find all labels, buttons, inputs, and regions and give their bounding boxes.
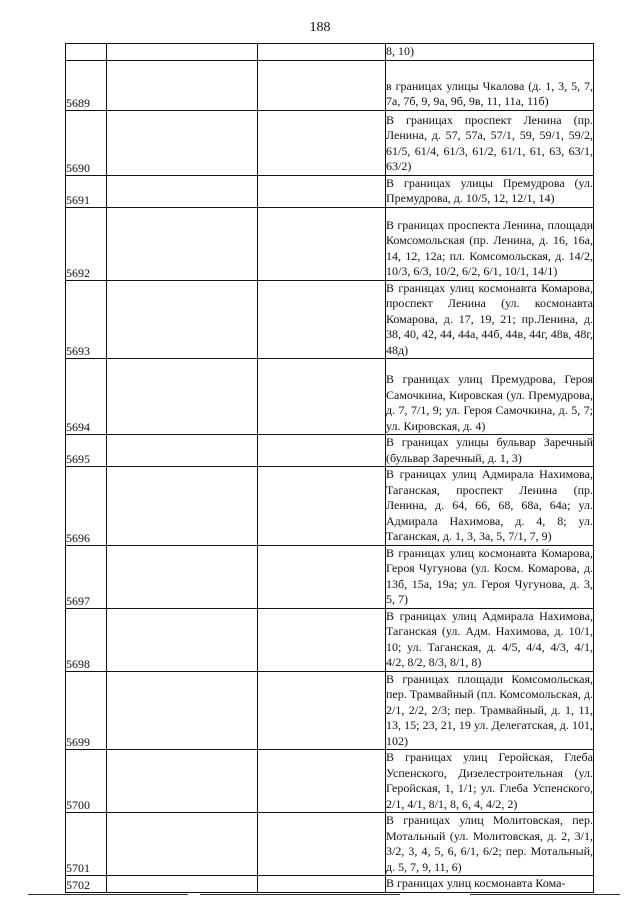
empty-cell — [107, 207, 258, 280]
empty-cell — [258, 207, 386, 280]
row-number: 5699 — [66, 671, 107, 750]
row-number: 5691 — [66, 175, 107, 207]
table-row — [66, 750, 594, 813]
row-number: 5695 — [66, 435, 107, 467]
table-row — [66, 359, 594, 435]
table-row — [66, 207, 594, 280]
table-row — [66, 876, 594, 893]
row-description: В границах улицы Премудрова (ул. Премудрова, д. 10/5, 12, 12/1, 14) — [386, 175, 593, 205]
row-description: В границах проспекта Ленина, площади Комсомольская (пр. Ленина, д. 16, 16а, 14, 12, 12а; пл. Комсомольская, д. 14/2, 10/3, 6/3, 10/2, 6/2, 6/1, 10/1, 14/1) — [386, 207, 594, 280]
empty-cell — [258, 435, 386, 467]
empty-cell — [258, 175, 386, 207]
empty-cell — [258, 545, 386, 608]
table-row — [66, 467, 594, 546]
empty-cell — [107, 876, 258, 893]
row-description: 8, 10) — [386, 44, 594, 61]
row-description: В границах улиц Геройская, Глеба Успенского, Дизелестроительная (ул. Геройская, 1, 1/1; ул. Глеба Успенского, 2/1, 4/1, 8/1, 8, 6, 4, 4/2, 2) — [386, 750, 593, 811]
row-number: 5693 — [66, 280, 107, 359]
empty-cell — [107, 467, 258, 546]
table-row — [66, 608, 594, 671]
empty-cell — [107, 435, 258, 467]
empty-cell — [258, 467, 386, 546]
row-description: В границах улиц Адмирала Нахимова, Таганская (ул. Адм. Нахимова, д. 10/1, 10; ул. Таганская, д. 4/5, 4/4, 4/3, 4/1, 4/2, 8/2, 8/3, 8/1, 8) — [386, 608, 593, 669]
empty-cell — [107, 813, 258, 876]
row-description: В границах площади Комсомольская, пер. Трамвайный (пл. Комсомольская, д. 2/1, 2/2, 2/3; пер. Трамвайный, д. 1, 11, 13, 15; 23, 21, 19 ул. Делегатская, д. 101, 102) — [386, 671, 593, 748]
footer-rule-middle — [200, 894, 400, 895]
empty-cell — [107, 280, 258, 359]
row-number: 5698 — [66, 608, 107, 671]
addresses-table — [65, 43, 594, 893]
empty-cell — [258, 110, 386, 175]
table-row — [66, 175, 594, 207]
empty-cell — [258, 671, 386, 750]
row-number: 5700 — [66, 750, 107, 813]
row-number: 5689 — [66, 60, 107, 110]
row-description: В границах улиц космонавта Комарова, проспект Ленина (ул. космонавта Комарова, д. 17, 19, 21; пр.Ленина, д. 38, 40, 42, 44, 44а, 44б, 44в, 44г, 48в, 48г, 48д) — [386, 280, 593, 357]
row-number: 5690 — [66, 110, 107, 175]
footer-rule-right — [470, 894, 620, 895]
table-row — [66, 435, 594, 467]
row-description: В границах улиц космонавта Кома- — [386, 876, 594, 893]
row-number: 5701 — [66, 813, 107, 876]
row-number: 5697 — [66, 545, 107, 608]
row-description: в границах улицы Чкалова (д. 1, 3, 5, 7, 7а, 7б, 9, 9а, 9б, 9в, 11, 11а, 11б) — [386, 60, 594, 110]
row-description: В границах улиц Адмирала Нахимова, Таганская, проспект Ленина (пр. Ленина, д. 64, 66, 68, 68а, 64а; ул. Адмирала Нахимова, д. 4, 8; ул. Таганская, д. 1, 3, 3а, 5, 7/1, 7, 9) — [386, 467, 593, 543]
page-number: 188 — [309, 20, 331, 35]
row-description: В границах улицы бульвар Заречный (бульвар Заречный, д. 1, 3) — [386, 435, 593, 465]
row-number: 5696 — [66, 467, 107, 546]
empty-cell — [107, 110, 258, 175]
row-description: В границах проспект Ленина (пр. Ленина, д. 57, 57а, 57/1, 59, 59/1, 59/2, 61/5, 61/4, 61/3, 61/2, 61/1, 61, 63, 63/1, 63/2) — [386, 110, 594, 175]
row-description: В границах улиц Премудрова, Героя Самочкина, Кировская (ул. Премудрова, д. 7, 7/1, 9; ул. Героя Самочкина, д. 5, 7; ул. Кировская, д. 4) — [386, 359, 594, 435]
addresses-table-body — [66, 44, 594, 893]
empty-cell — [107, 175, 258, 207]
empty-cell — [258, 750, 386, 813]
row-number: 5694 — [66, 359, 107, 435]
table-row — [66, 110, 594, 175]
empty-cell — [107, 608, 258, 671]
row-number: 5702 — [66, 876, 107, 893]
empty-cell — [258, 44, 386, 61]
row-description: В границах улиц космонавта Комарова, Героя Чугунова (ул. Косм. Комарова, д. 13б, 15а, 19а; ул. Героя Чугунова, д. 3, 5, 7) — [386, 545, 593, 606]
empty-cell — [258, 280, 386, 359]
empty-cell — [107, 44, 258, 61]
footer-rule-left — [28, 894, 188, 895]
empty-cell — [258, 608, 386, 671]
table-row — [66, 44, 594, 61]
empty-cell — [107, 60, 258, 110]
empty-cell — [107, 750, 258, 813]
empty-cell — [258, 876, 386, 893]
table-row — [66, 671, 594, 750]
table-row — [66, 280, 594, 359]
empty-cell — [258, 60, 386, 110]
table-row — [66, 60, 594, 110]
empty-cell — [107, 359, 258, 435]
empty-cell — [258, 813, 386, 876]
row-number — [66, 44, 107, 61]
table-row — [66, 813, 594, 876]
row-description: В границах улиц Молитовская, пер. Мотальный (ул. Молитовская, д. 2, 3/1, 3/2, 3, 4, 5, 6, 6/1, 6/2; пер. Мотальный, д. 5, 7, 9, 11, 6) — [386, 813, 593, 874]
empty-cell — [107, 545, 258, 608]
table-row — [66, 545, 594, 608]
empty-cell — [107, 671, 258, 750]
empty-cell — [258, 359, 386, 435]
row-number: 5692 — [66, 207, 107, 280]
